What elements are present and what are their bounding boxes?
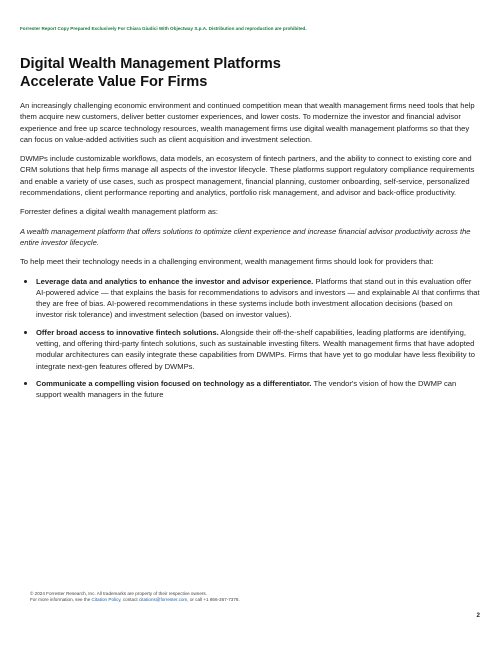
list-item-lead: Leverage data and analytics to enhance the investor and advisor experience. [36, 276, 314, 286]
contact-suffix: , or call +1 866-367-7378. [187, 597, 240, 603]
list-item-body: Alongside their off-the-shelf capabilities, leading platforms are identifying, vetting, and offering third-party fintech solutions, such as sustainable investing filters. Wealth management firms that have adopted modular architectures can easily integrate these capabilities from DWMPs. Firms that have yet to go modular have less flexibility to integrate next-gen features offered by DWMPs. [36, 327, 475, 371]
report-body [20, 100, 480, 407]
list-item-body: The vendor's vision of how the DWMP can support wealth managers in the future [36, 378, 457, 400]
list-item [20, 327, 480, 372]
citations-email-link[interactable]: citations@forrester.com [138, 597, 188, 603]
bullet-icon [24, 331, 27, 334]
page-footer [30, 591, 470, 604]
page-title [20, 55, 480, 91]
citation-policy-link[interactable]: Citation Policy [91, 597, 121, 603]
list-item-body: Platforms that stand out in this evaluation offer AI-powered advice — that explains the basis for recommendations to advisors and investors — and explainable AI that confirms that they are free of bias. AI-powered recommendations in these systems include both investment allocation decisions (based on investor risk tolerance) and investment selection (based on investor values). [36, 276, 480, 320]
title-line-2: Accelerate Value For Firms [20, 74, 208, 90]
list-item-lead: Communicate a compelling vision focused on technology as a differentiator. [36, 378, 312, 388]
provider-criteria-list [20, 276, 480, 401]
contact-middle: , contact [120, 597, 139, 603]
intro-paragraph: An increasingly challenging economic environment and continued competition mean that wealth management firms need tools that help them acquire new customers, deliver better customer experiences, and lower costs. To modernize the investor and financial advisor experience and free up scarce technology resources, wealth management firms use digital wealth management platforms so that they can focus on value-added activities such as client acquisition and investment selection. [20, 101, 475, 144]
list-item [20, 276, 480, 321]
list-item-lead: Offer broad access to innovative fintech solutions. [36, 327, 219, 337]
definition-text: A wealth management platform that offers solutions to optimize client experience and increase financial advisor productivity across the entire investor lifecycle. [20, 226, 471, 247]
copyright-line: © 2024 Forrester Research, Inc. All trademarks are property of their respective owners. [30, 591, 208, 596]
contact-prefix: For more information, see the [30, 597, 92, 603]
distribution-notice: Forrester Report Copy Prepared Exclusively For Chiara Giudici With Objectway S.p.A. Distribution and reproduction are prohibited. [20, 26, 307, 31]
dwmp-paragraph: DWMPs include customizable workflows, data models, an ecosystem of fintech partners, and the ability to connect to existing core and CRM solutions that help firms manage all aspects of the investor lifecycle. These platforms support regulatory compliance requirements and enable a variety of use cases, such as prospect management, financial planning, customer onboarding, self-service, personalized recommendations, client performance reporting and analytics, portfolio risk management, and advisor and back-office productivity. [20, 154, 475, 198]
page-number: 2 [476, 612, 480, 619]
bullet-icon [24, 280, 27, 283]
bullet-icon [24, 382, 27, 385]
list-item [20, 378, 480, 401]
definition-lead: Forrester defines a digital wealth management platform as: [20, 207, 218, 217]
title-line-1: Digital Wealth Management Platforms [20, 56, 281, 72]
contact-line [30, 597, 470, 603]
providers-lead: To help meet their technology needs in a challenging environment, wealth management firms should look for providers that: [20, 257, 434, 267]
